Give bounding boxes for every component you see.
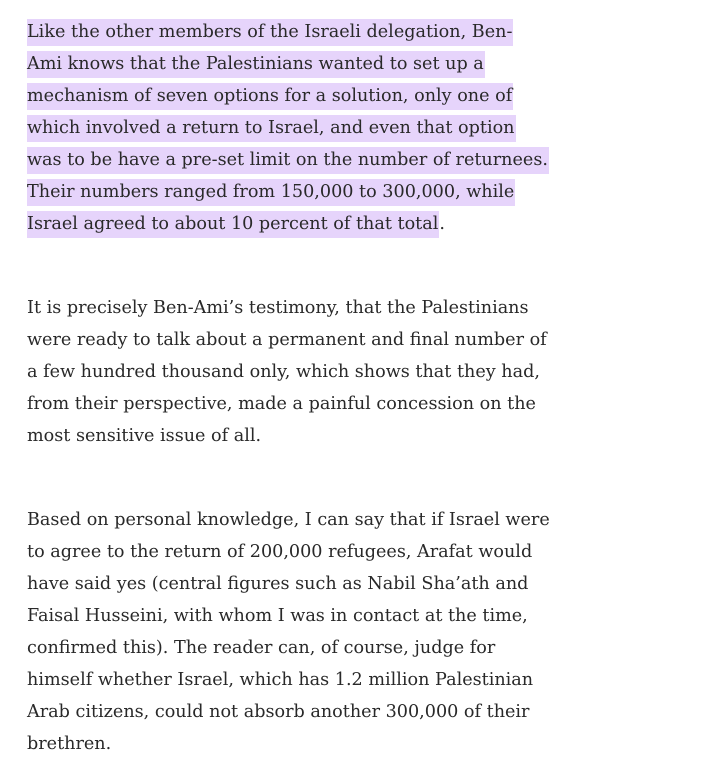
text-line: Based on personal knowledge, I can say that if Israel were [27, 510, 550, 530]
text-line: to agree to the return of 200,000 refugees, Arafat would [27, 542, 533, 562]
highlighted-text[interactable]: Their numbers ranged from 150,000 to 300,000, while [27, 179, 515, 206]
text-line: most sensitive issue of all. [27, 426, 262, 446]
highlighted-text[interactable]: mechanism of seven options for a solution, only one of [27, 83, 513, 110]
highlighted-text[interactable]: Like the other members of the Israeli delegation, Ben- [27, 19, 513, 46]
text-line: a few hundred thousand only, which shows that they had, [27, 362, 540, 382]
text-line: were ready to talk about a permanent and final number of [27, 330, 547, 350]
text-line: have said yes (central figures such as Nabil Sha’ath and [27, 574, 529, 594]
text-line: himself whether Israel, which has 1.2 million Palestinian [27, 670, 534, 690]
text-line: brethren. [27, 734, 112, 754]
text-line: from their perspective, made a painful concession on the [27, 394, 536, 414]
highlighted-text[interactable]: which involved a return to Israel, and even that option [27, 115, 516, 142]
highlighted-text[interactable]: was to be have a pre-set limit on the number of returnees. [27, 147, 549, 174]
text-line: Arab citizens, could not absorb another 300,000 of their [27, 702, 530, 722]
paragraph-highlighted[interactable] [27, 16, 567, 240]
highlighted-text[interactable]: Israel agreed to about 10 percent of that total [27, 211, 439, 238]
highlighted-text[interactable]: Ami knows that the Palestinians wanted to set up a [27, 51, 485, 78]
article-body [27, 16, 567, 760]
text-line: Faisal Husseini, with whom I was in contact at the time, [27, 606, 528, 626]
paragraph-end-punctuation: . [439, 214, 445, 234]
paragraph-ben-ami-testimony [27, 292, 567, 452]
text-line: confirmed this). The reader can, of course, judge for [27, 638, 496, 658]
paragraph-personal-knowledge [27, 504, 567, 760]
text-line: It is precisely Ben-Ami’s testimony, that the Palestinians [27, 298, 529, 318]
